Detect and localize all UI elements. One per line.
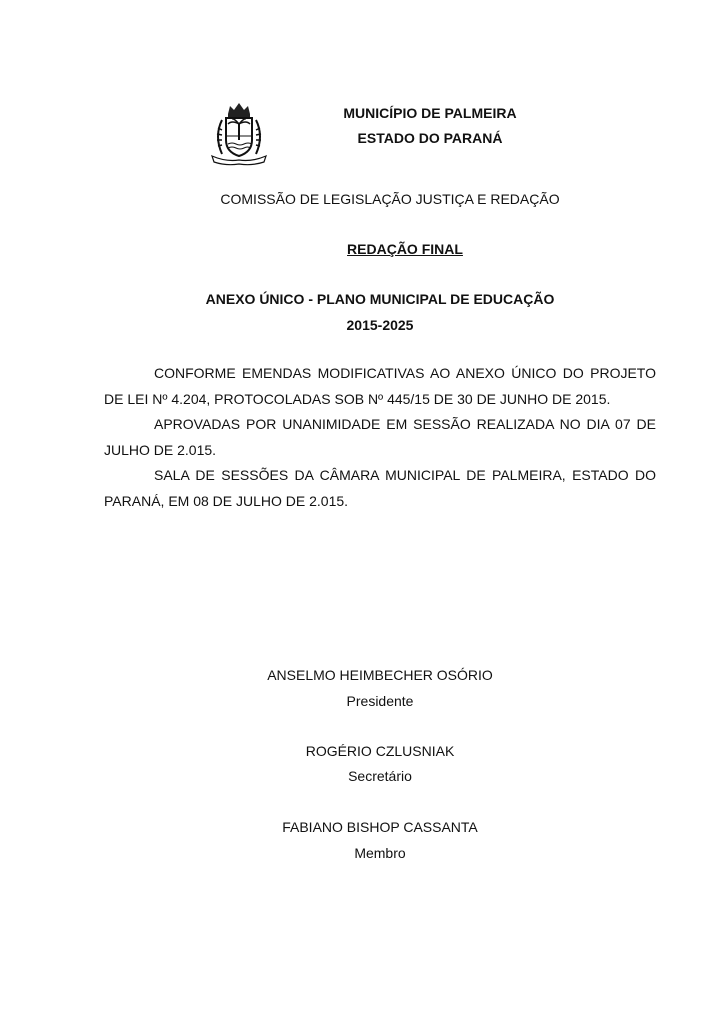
- paragraph-session-hall: SALA DE SESSÕES DA CÂMARA MUNICIPAL DE PALMEIRA, ESTADO DO PARANÁ, EM 08 DE JULHO DE 2.015.: [104, 467, 656, 509]
- state-name: ESTADO DO PARANÁ: [357, 130, 503, 146]
- annex-period: 2015-2025: [346, 317, 414, 333]
- commission-title: COMISSÃO DE LEGISLAÇÃO JUSTIÇA E REDAÇÃO: [220, 191, 560, 207]
- signature-role: Secretário: [348, 768, 412, 784]
- signature-name: ROGÉRIO CZLUSNIAK: [305, 743, 455, 759]
- municipality-name: MUNICÍPIO DE PALMEIRA: [343, 105, 517, 121]
- signature-name: FABIANO BISHOP CASSANTA: [282, 819, 478, 835]
- section-title-text: REDAÇÃO FINAL: [347, 241, 463, 257]
- annex-title: ANEXO ÚNICO - PLANO MUNICIPAL DE EDUCAÇÃO: [205, 291, 555, 307]
- paragraph-approval: APROVADAS POR UNANIMIDADE EM SESSÃO REALIZADA NO DIA 07 DE JULHO DE 2.015.: [104, 416, 656, 458]
- signature-role: Membro: [354, 845, 406, 861]
- municipal-coat-of-arms-icon: [206, 100, 272, 166]
- body-text: [104, 361, 656, 514]
- signature-role: Presidente: [346, 693, 414, 709]
- signature-name: ANSELMO HEIMBECHER OSÓRIO: [267, 667, 493, 683]
- paragraph-amendments: CONFORME EMENDAS MODIFICATIVAS AO ANEXO ÚNICO DO PROJETO DE LEI Nº 4.204, PROTOCOLADAS SOB Nº 445/15 DE 30 DE JUNHO DE 2015.: [104, 365, 656, 407]
- section-title: [0, 240, 725, 258]
